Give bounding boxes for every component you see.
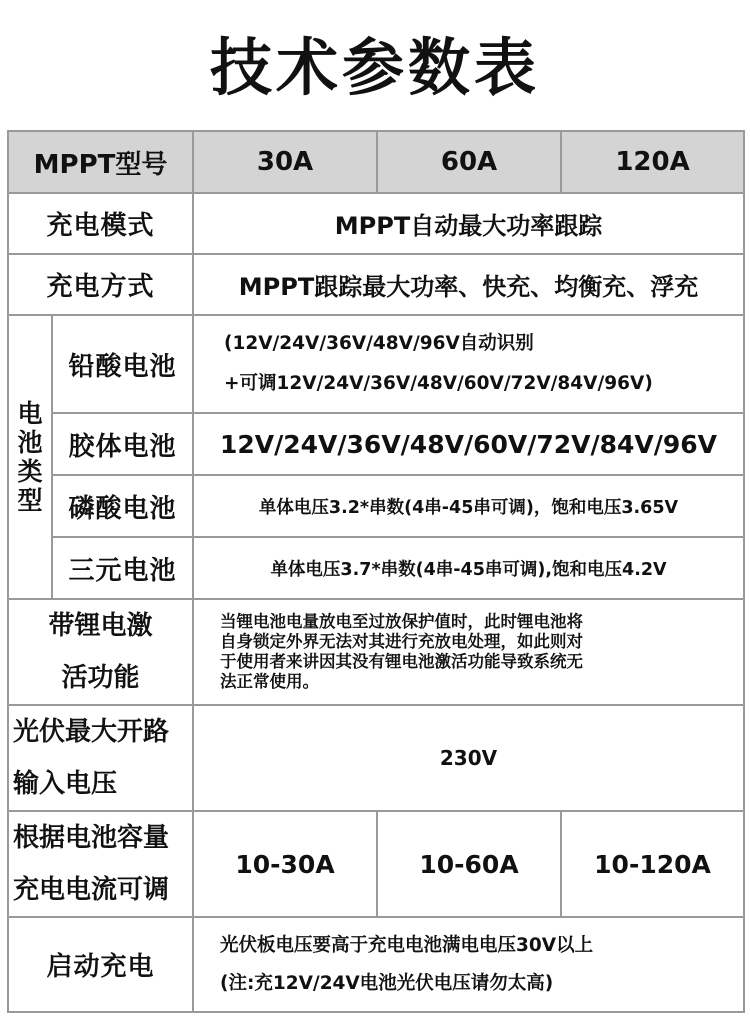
pv-voltage-label-line2: 输入电压 [13, 769, 118, 799]
lithium-activation-line: 当锂电池电量放电至过放保护值时，此时锂电池将 [220, 612, 584, 631]
charge-current-label-line2: 充电电流可调 [13, 875, 170, 905]
lithium-activation-label-line1: 带锂电激 [48, 611, 153, 641]
start-charge-value [193, 917, 744, 1012]
ternary-row [8, 537, 744, 599]
lead-acid-line2: +可调12V/24V/36V/48V/60V/72V/84V/96V) [224, 373, 653, 394]
battery-type-char: 池 [17, 428, 43, 457]
start-charge-line2: (注:充12V/24V电池光伏电压请勿太高) [220, 972, 554, 994]
battery-type-char: 型 [17, 486, 43, 515]
charge-current-label [8, 811, 193, 917]
lead-acid-label: 铅酸电池 [52, 315, 193, 413]
pv-voltage-value: 230V [193, 705, 744, 811]
lithium-activation-line: 自身锁定外界无法对其进行充放电处理，如此则对 [220, 632, 584, 651]
charge-method-row [8, 254, 744, 315]
charge-current-label-line1: 根据电池容量 [13, 823, 170, 853]
model-60a: 60A [377, 131, 561, 193]
lithium-activation-label [8, 599, 193, 705]
charge-current-120a: 10-120A [561, 811, 744, 917]
lithium-activation-value [193, 599, 744, 705]
model-30a: 30A [193, 131, 377, 193]
lithium-activation-line: 于使用者来讲因其没有锂电池激活功能导致系统无 [220, 652, 584, 671]
model-120a: 120A [561, 131, 744, 193]
lead-acid-value [193, 315, 744, 413]
lifepo4-value: 单体电压3.2*串数(4串-45串可调)，饱和电压3.65V [193, 475, 744, 537]
lead-acid-row [8, 315, 744, 413]
header-row [8, 131, 744, 193]
charge-mode-value: MPPT自动最大功率跟踪 [193, 193, 744, 254]
charge-current-row [8, 811, 744, 917]
start-charge-line1: 光伏板电压要高于充电电池满电电压30V以上 [220, 934, 594, 956]
battery-type-label [8, 315, 52, 599]
gel-row [8, 413, 744, 475]
lithium-activation-label-line2: 活功能 [61, 663, 140, 693]
charge-current-60a: 10-60A [377, 811, 561, 917]
battery-type-char: 电 [17, 399, 43, 428]
gel-value: 12V/24V/36V/48V/60V/72V/84V/96V [193, 413, 744, 475]
model-label: MPPT型号 [8, 131, 193, 193]
ternary-label: 三元电池 [52, 537, 193, 599]
lead-acid-line1: (12V/24V/36V/48V/96V自动识别 [224, 333, 534, 354]
start-charge-label: 启动充电 [8, 917, 193, 1012]
lifepo4-label: 磷酸电池 [52, 475, 193, 537]
pv-voltage-row [8, 705, 744, 811]
charge-mode-label: 充电模式 [8, 193, 193, 254]
spec-table [7, 130, 745, 1013]
charge-mode-row [8, 193, 744, 254]
lithium-activation-line: 法正常使用。 [220, 672, 320, 691]
charge-method-value: MPPT跟踪最大功率、快充、均衡充、浮充 [193, 254, 744, 315]
lifepo4-row [8, 475, 744, 537]
battery-type-char: 类 [17, 457, 43, 486]
gel-label: 胶体电池 [52, 413, 193, 475]
ternary-value: 单体电压3.7*串数(4串-45串可调),饱和电压4.2V [193, 537, 744, 599]
lithium-activation-row [8, 599, 744, 705]
page-title: 技术参数表 [209, 31, 540, 104]
pv-voltage-label-line1: 光伏最大开路 [13, 717, 170, 747]
charge-method-label: 充电方式 [8, 254, 193, 315]
pv-voltage-label [8, 705, 193, 811]
charge-current-30a: 10-30A [193, 811, 377, 917]
start-charge-row [8, 917, 744, 1012]
